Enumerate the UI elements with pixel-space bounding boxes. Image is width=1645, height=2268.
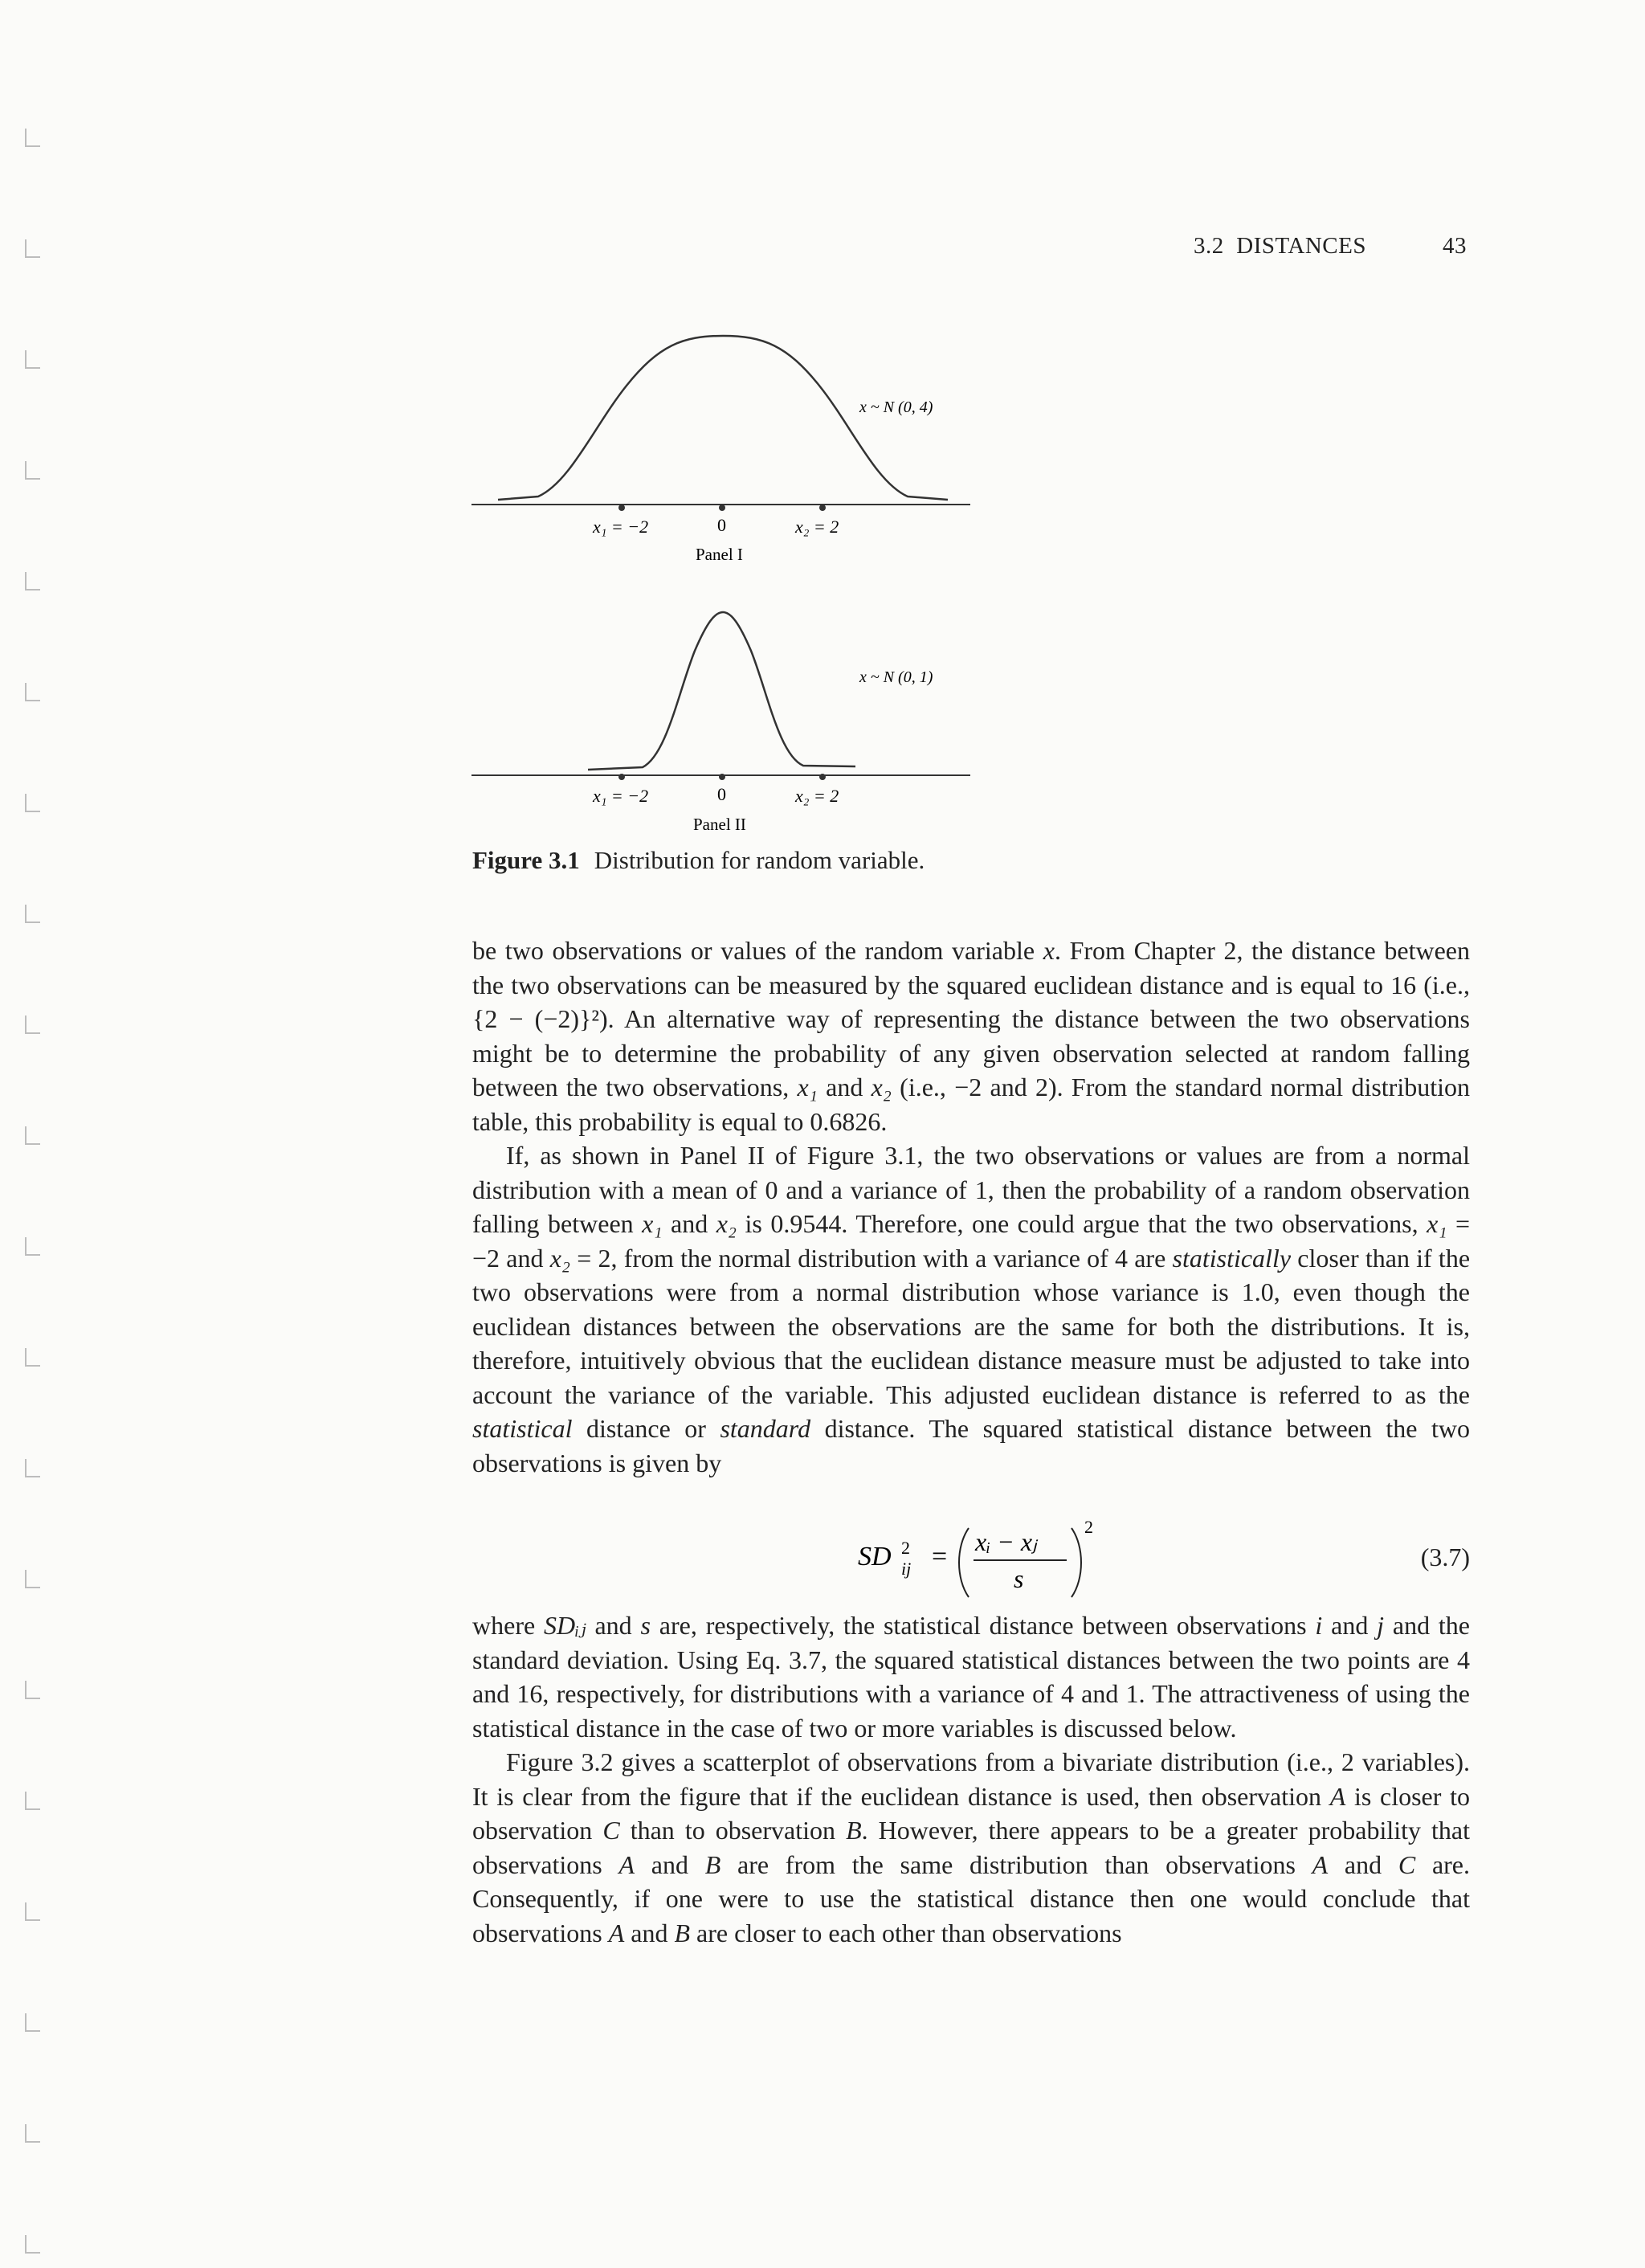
header-section-number: 3.2 [1194, 233, 1224, 259]
running-header [1194, 233, 1467, 259]
panel-1-tick-center: 0 [717, 515, 726, 535]
panel-1-tick-left: x₁ = −2 [593, 517, 649, 537]
binding-mark [26, 1459, 40, 1477]
italic-term: A [1312, 1849, 1329, 1879]
caption-text: Distribution for random variable. [594, 846, 925, 874]
eq-lhs-sup: 2 [901, 1538, 910, 1558]
eq-lhs: SD [858, 1542, 892, 1571]
binding-mark [26, 2013, 40, 2031]
binding-mark [26, 1681, 40, 1698]
paragraph-2: If, as shown in Panel II of Figure 3.1, the two observations or values are from a normal distribution with a mean of 0 and a variance of 1, then the probability of a random observation falling between x₁ and x₂ is 0.9544. Therefore, one could argue that the two observations, x₁ = −2 and x₂ = 2, from the normal distribution with a variance of 4 are statistically closer than if the two observations were from a normal distribution whose variance is 1.0, even though the euclidean distances between the observations are the same for both the distributions. It is, therefore, intuitively obvious that the euclidean distance measure must be adjusted to take into account the variance of the variable. This adjusted euclidean distance is referred to as the statistical distance or standard distance. The squared statistical distance between the two observations is given by [472, 1141, 1471, 1477]
italic-term: A [618, 1849, 635, 1879]
binding-mark [26, 239, 40, 257]
italic-term: B [674, 1918, 691, 1947]
binding-margin [0, 0, 56, 2268]
figure-caption [472, 846, 925, 875]
italic-term: x₂ [716, 1209, 737, 1238]
eq-denominator: s [1014, 1564, 1024, 1593]
panel-1-tick-right: x₂ = 2 [795, 517, 839, 537]
panel-1-point-x2 [819, 505, 826, 511]
binding-mark [26, 683, 40, 701]
italic-term: A [1329, 1781, 1346, 1811]
panel-1-point-zero [719, 505, 725, 511]
panel-1-point-x1 [618, 505, 625, 511]
panel-2-curve [588, 612, 855, 770]
panel-2-point-x2 [819, 774, 826, 780]
binding-mark [26, 461, 40, 479]
italic-term: C [1398, 1849, 1416, 1879]
binding-mark [26, 129, 40, 146]
panel-1-label: Panel I [696, 545, 743, 564]
binding-mark [26, 1902, 40, 1920]
paragraph-4: Figure 3.2 gives a scatterplot of observations from a bivariate distribution (i.e., 2 variables). It is clear from the figure that if the euclidean distance is used, then observation A is closer to observation C than to observation B. However, there appears to be a greater probability that observations A and B are from the same distribution than observations A and C are. Consequently, if one were to use the statistical distance then one would conclude that observations A and B are closer to each other than observations [472, 1747, 1471, 1947]
figure-svg [450, 305, 1012, 852]
italic-term: x₁ [797, 1073, 818, 1101]
binding-mark [26, 2124, 40, 2142]
eq-right-paren [1071, 1528, 1081, 1597]
italic-term: i [1315, 1611, 1323, 1640]
binding-mark [26, 1348, 40, 1366]
italic-term: j [1377, 1611, 1385, 1640]
italic-term: x [1043, 936, 1055, 965]
panel-2-tick-right: x₂ = 2 [795, 786, 839, 806]
italic-term: A [608, 1918, 625, 1947]
panel-2-point-zero [719, 774, 725, 780]
binding-mark [26, 1015, 40, 1033]
binding-mark [26, 350, 40, 368]
caption-label: Figure 3.1 [472, 846, 580, 874]
italic-term: B [846, 1816, 862, 1845]
binding-mark [26, 1126, 40, 1144]
equation-body [858, 1518, 1179, 1607]
panel-1-curve-label: x ~ N (0, 4) [859, 398, 933, 416]
italic-term: x₁ [642, 1209, 663, 1238]
italic-term: statistically [1172, 1243, 1292, 1273]
italic-term: SDᵢⱼ [544, 1611, 586, 1640]
italic-term: x₂ [871, 1073, 892, 1101]
page-number: 43 [1443, 233, 1467, 259]
body-block-1 [472, 934, 1470, 1480]
panel-2-tick-center: 0 [717, 784, 726, 804]
eq-lhs-sub: ij [901, 1559, 912, 1579]
binding-mark [26, 794, 40, 811]
figure-3-1 [450, 305, 1012, 852]
body-block-2 [472, 1608, 1470, 1950]
italic-term: x₂ [549, 1243, 571, 1273]
italic-term: C [602, 1816, 620, 1845]
binding-mark [26, 2235, 40, 2253]
binding-mark [26, 1792, 40, 1809]
equation-3-7 [472, 1518, 1470, 1607]
panel-2-label: Panel II [693, 815, 746, 834]
panel-2-curve-label: x ~ N (0, 1) [859, 668, 933, 686]
eq-equals: = [932, 1542, 948, 1571]
equation-number: (3.7) [1420, 1543, 1470, 1571]
panel-1-curve [498, 336, 948, 500]
header-section-title [1194, 233, 1366, 259]
italic-term: s [640, 1611, 651, 1640]
paragraph-3: where SDᵢⱼ and s are, respectively, the statistical distance between observations i and j and the standard deviation. Using Eq. 3.7, the squared statistical distances between the two points are 4 and 16, respectively, for distributions with a variance of 4 and 1. The attractiveness of using the statistical distance in the case of two or more variables is discussed below. [472, 1611, 1471, 1743]
binding-mark [26, 572, 40, 590]
eq-left-paren [959, 1528, 969, 1597]
italic-term: x₁ [1427, 1209, 1447, 1238]
header-title: DISTANCES [1236, 233, 1366, 259]
italic-term: standard [720, 1414, 811, 1443]
paragraph-1: be two observations or values of the random variable x. From Chapter 2, the distance between the two observations can be measured by the squared euclidean distance and is equal to 16 (i.e., {2 − (−2)}²). An alternative way of representing the distance between the two observations might be to determine the probability of any given observation selected at random falling between the two observations, x₁ and x₂ (i.e., −2 and 2). From the standard normal distribution table, this probability is equal to 0.6826. [472, 936, 1471, 1136]
binding-mark [26, 1237, 40, 1255]
panel-2-point-x1 [618, 774, 625, 780]
eq-numerator: xᵢ − xⱼ [975, 1527, 1037, 1556]
panel-2 [471, 612, 970, 834]
eq-power: 2 [1084, 1518, 1093, 1537]
panel-2-tick-left: x₁ = −2 [593, 786, 649, 806]
binding-mark [26, 905, 40, 922]
panel-1 [471, 336, 970, 564]
italic-term: B [704, 1849, 721, 1879]
binding-mark [26, 1570, 40, 1588]
italic-term: statistical [472, 1414, 573, 1443]
